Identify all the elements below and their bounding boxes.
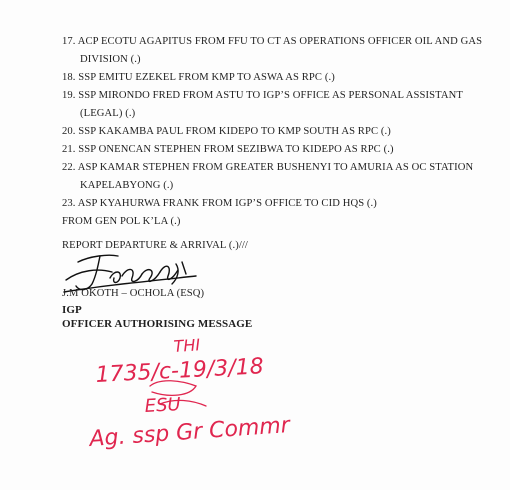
report-line: REPORT DEPARTURE & ARRIVAL (.)/// xyxy=(62,240,248,251)
item-17-line-2: DIVISION (.) xyxy=(80,54,141,65)
authorising-label: OFFICER AUTHORISING MESSAGE xyxy=(62,318,253,330)
signatory-name: J.M OKOTH – OCHOLA (ESQ) xyxy=(62,288,205,299)
item-19-line-2: (LEGAL) (.) xyxy=(80,108,136,119)
handwritten-line-3: ESU xyxy=(144,394,182,417)
signatory-title: IGP xyxy=(62,304,82,316)
item-21-line-1: 21. SSP ONENCAN STEPHEN FROM SEZIBWA TO KIDEPO AS RPC (.) xyxy=(62,144,394,155)
handwritten-line-1: THI xyxy=(172,335,201,356)
handwritten-line-2: 1735/c-19/3/18 xyxy=(95,354,265,388)
item-22-line-1: 22. ASP KAMAR STEPHEN FROM GREATER BUSHENYI TO AMURIA AS OC STATION xyxy=(62,162,474,173)
item-20-line-1: 20. SSP KAKAMBA PAUL FROM KIDEPO TO KMP SOUTH AS RPC (.) xyxy=(62,126,391,137)
from-line: FROM GEN POL K’LA (.) xyxy=(62,216,181,227)
handwritten-line-4: Ag. ssp Gr Commr xyxy=(88,413,291,452)
item-22-line-2: KAPELABYONG (.) xyxy=(80,180,174,191)
item-19-line-1: 19. SSP MIRONDO FRED FROM ASTU TO IGP’S OFFICE AS PERSONAL ASSISTANT xyxy=(62,90,463,101)
item-18-line-1: 18. SSP EMITU EZEKEL FROM KMP TO ASWA AS RPC (.) xyxy=(62,72,335,83)
item-23-line-1: 23. ASP KYAHURWA FRANK FROM IGP’S OFFICE TO CID HQS (.) xyxy=(62,198,377,209)
item-17-line-1: 17. ACP ECOTU AGAPITUS FROM FFU TO CT AS OPERATIONS OFFICER OIL AND GAS xyxy=(62,36,483,47)
